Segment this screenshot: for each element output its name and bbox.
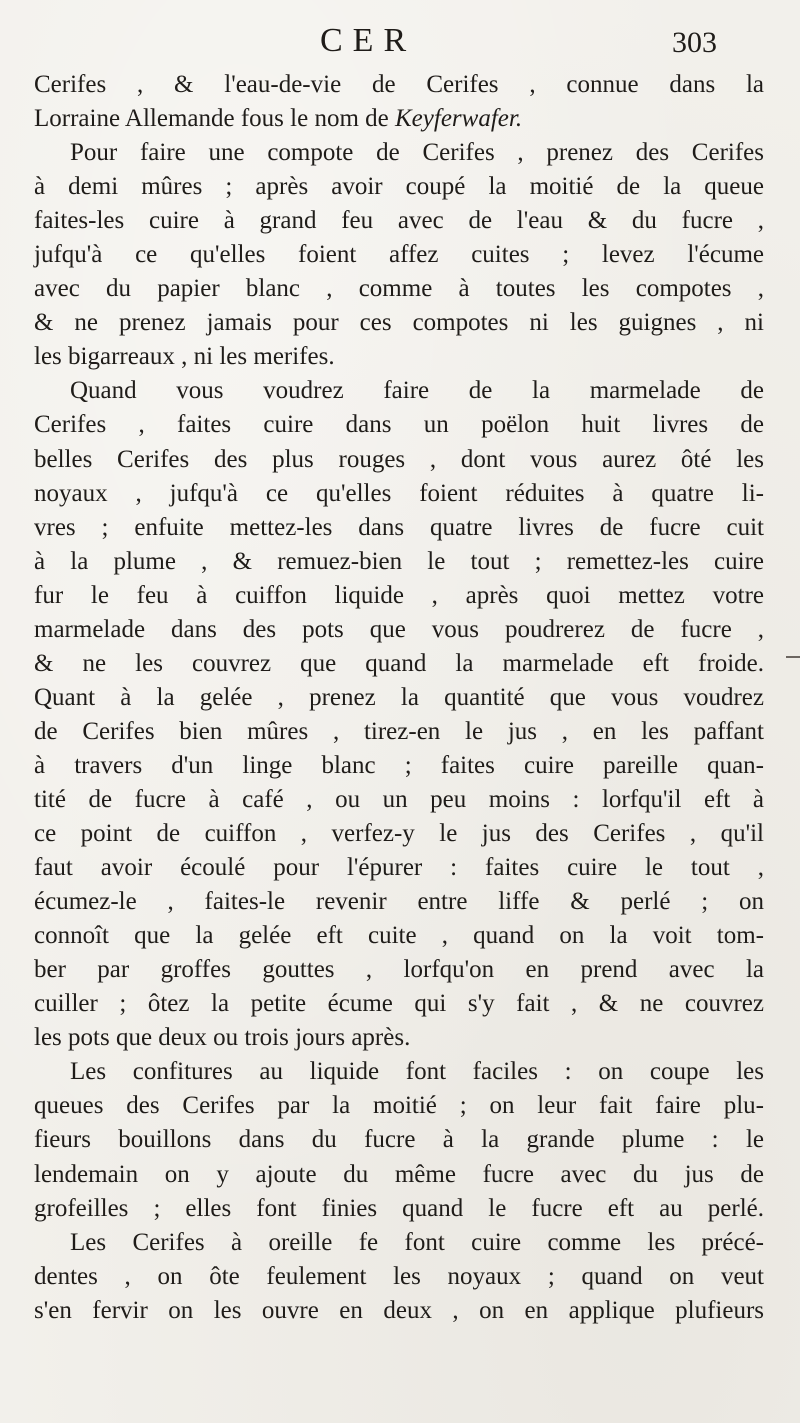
- line-text: écumez-le , faites-le revenir entre liffe & perlé ; on: [34, 888, 764, 916]
- text-line: [34, 477, 764, 511]
- line-text: cuiller ; ôtez la petite écume qui s'y fait , & ne couvrez: [34, 990, 764, 1018]
- line-text: faut avoir écoulé pour l'épurer : faites cuire le tout ,: [34, 854, 764, 882]
- text-line: [34, 613, 764, 647]
- line-text: belles Cerifes des plus rouges , dont vous aurez ôté les: [34, 445, 764, 473]
- text-line: [34, 170, 764, 204]
- line-text: Lorraine Allemande fous le nom de: [34, 105, 395, 133]
- text-line: [34, 885, 764, 919]
- margin-mark: [786, 656, 800, 658]
- text-line: [34, 1294, 764, 1328]
- line-text: ber par groffes gouttes , lorfqu'on en prend avec la: [34, 956, 764, 984]
- line-italic-text: Keyferwafer.: [395, 105, 523, 133]
- line-text: dentes , on ôte feulement les noyaux ; quand on veut: [34, 1262, 764, 1290]
- text-line: [34, 238, 764, 272]
- line-text: avec du papier blanc , comme à toutes les compotes ,: [34, 275, 764, 303]
- text-line: [34, 1158, 764, 1192]
- line-text: à la plume , & remuez-bien le tout ; remettez-les cuire: [34, 547, 764, 575]
- line-text: Quand vous voudrez faire de la marmelade de: [70, 377, 764, 405]
- text-line: [34, 340, 764, 374]
- line-text: & ne prenez jamais pour ces compotes ni les guignes , ni: [34, 309, 764, 337]
- line-text: grofeilles ; elles font finies quand le fucre eft au perlé.: [34, 1194, 764, 1222]
- line-text: Les Cerifes à oreille fe font cuire comme les précé-: [70, 1228, 764, 1256]
- text-line: [34, 579, 764, 613]
- text-line: [34, 1021, 764, 1055]
- line-text: à demi mûres ; après avoir coupé la moitié de la queue: [34, 173, 764, 201]
- text-line: [34, 817, 764, 851]
- line-text: de Cerifes bien mûres , tirez-en le jus , en les paffant: [34, 717, 764, 745]
- line-text: Les confitures au liquide font faciles : on coupe les: [70, 1058, 764, 1086]
- text-line: [34, 953, 764, 987]
- line-text: & ne les couvrez que quand la marmelade eft froide.: [34, 649, 764, 677]
- line-text: marmelade dans des pots que vous poudrerez de fucre ,: [34, 615, 764, 643]
- text-line: [34, 204, 764, 238]
- text-line: [34, 647, 764, 681]
- line-text: connoît que la gelée eft cuite , quand on la voit tom-: [34, 922, 764, 950]
- page-header: [0, 22, 800, 62]
- text-line: [34, 443, 764, 477]
- text-line: [34, 1192, 764, 1226]
- text-line: [34, 68, 764, 102]
- text-line: [34, 102, 764, 136]
- text-line: [34, 306, 764, 340]
- text-line: [34, 1123, 764, 1157]
- line-text: faites-les cuire à grand feu avec de l'eau & du fucre ,: [34, 207, 764, 235]
- text-line: [34, 374, 764, 408]
- text-line: [34, 1089, 764, 1123]
- text-line: [34, 1226, 764, 1260]
- body-text: [34, 68, 764, 1328]
- text-line: [34, 851, 764, 885]
- line-text: tité de fucre à café , ou un peu moins : lorfqu'il eft à: [34, 785, 764, 813]
- line-text: vres ; enfuite mettez-les dans quatre livres de fucre cuit: [34, 513, 764, 541]
- text-line: [34, 715, 764, 749]
- text-line: [34, 783, 764, 817]
- text-line: [34, 272, 764, 306]
- text-line: [34, 987, 764, 1021]
- line-text: à travers d'un linge blanc ; faites cuire pareille quan-: [34, 751, 764, 779]
- line-text: Cerifes , faites cuire dans un poëlon huit livres de: [34, 411, 764, 439]
- text-line: [34, 1260, 764, 1294]
- text-line: [34, 545, 764, 579]
- line-text: les bigarreaux , ni les merifes.: [34, 343, 335, 371]
- text-line: [34, 919, 764, 953]
- line-text: fur le feu à cuiffon liquide , après quoi mettez votre: [34, 581, 764, 609]
- line-text: les pots que deux ou trois jours après.: [34, 1024, 411, 1052]
- line-text: noyaux , jufqu'à ce qu'elles foient réduites à quatre li-: [34, 479, 764, 507]
- line-text: fieurs bouillons dans du fucre à la grande plume : le: [34, 1126, 764, 1154]
- text-line: [34, 511, 764, 545]
- page-number: 303: [672, 26, 717, 59]
- line-text: s'en fervir on les ouvre en deux , on en applique plufieurs: [34, 1296, 764, 1324]
- line-text: Quant à la gelée , prenez la quantité que vous voudrez: [34, 683, 764, 711]
- text-line: [34, 681, 764, 715]
- line-text: Pour faire une compote de Cerifes , prenez des Cerifes: [70, 139, 764, 167]
- line-text: lendemain on y ajoute du même fucre avec du jus de: [34, 1160, 764, 1188]
- text-line: [34, 408, 764, 442]
- text-line: [34, 1055, 764, 1089]
- running-head: CER: [320, 22, 417, 59]
- text-line: [34, 749, 764, 783]
- line-text: Cerifes , & l'eau-de-vie de Cerifes , connue dans la: [34, 71, 764, 98]
- line-text: ce point de cuiffon , verfez-y le jus des Cerifes , qu'il: [34, 820, 764, 848]
- text-line: [34, 136, 764, 170]
- line-text: queues des Cerifes par la moitié ; on leur fait faire plu-: [34, 1092, 764, 1120]
- line-text: jufqu'à ce qu'elles foient affez cuites ; levez l'écume: [34, 241, 764, 269]
